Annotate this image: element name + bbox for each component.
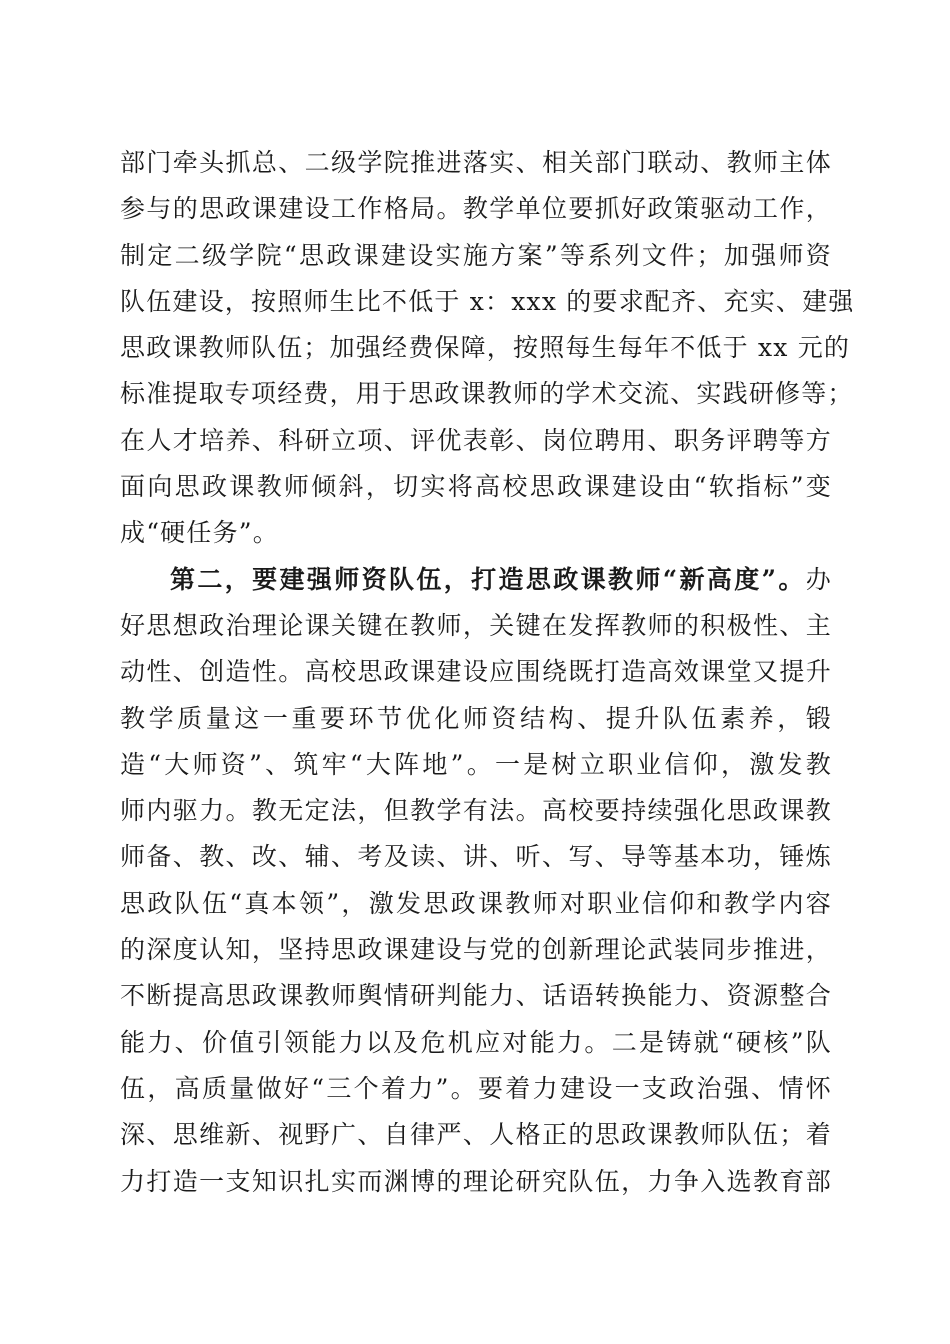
- text-line: 伍，高质量做好“三个着力”。要着力建设一支政治强、情怀: [120, 1073, 832, 1103]
- text-span: 办: [805, 564, 832, 594]
- text-line: 部门牵头抓总、二级学院推进落实、相关部门联动、教师主体: [120, 148, 832, 177]
- document-body: [120, 140, 855, 1205]
- text-line: 造“大师资”、筑牢“大阵地”。一是树立职业信仰，激发教: [120, 749, 832, 779]
- text-line: 标准提取专项经费，用于思政课教师的学术交流、实践研修等；: [120, 379, 854, 409]
- text-line: 师内驱力。教无定法，但教学有法。高校要持续强化思政课教: [120, 796, 832, 826]
- text-line: 好思想政治理论课关键在教师，关键在发挥教师的积极性、主: [120, 610, 832, 640]
- text-line: 的深度认知，坚持思政课建设与党的创新理论武装同步推进，: [120, 935, 832, 965]
- text-line: 力打造一支知识扎实而渊博的理论研究队伍，力争入选教育部: [120, 1166, 832, 1196]
- text-line: 动性、创造性。高校思政课建设应围绕既打造高效课堂又提升: [120, 657, 832, 687]
- text-line: 能力、价值引领能力以及危机应对能力。二是铸就“硬核”队: [120, 1027, 832, 1057]
- section-heading: 第二，要建强师资队伍，打造思政课教师“新高度”。: [170, 564, 806, 594]
- text-line: 成“硬任务”。: [120, 518, 279, 548]
- paragraph-2: [120, 557, 832, 1205]
- paragraph-1: [120, 140, 855, 557]
- text-line: 制定二级学院“思政课建设实施方案”等系列文件；加强师资: [120, 240, 832, 270]
- text-line: 思政课教师队伍；加强经费保障，按照每生每年不低于 xx 元的: [120, 333, 851, 363]
- text-line: 参与的思政课建设工作格局。教学单位要抓好政策驱动工作，: [120, 194, 832, 224]
- text-line: 在人才培养、科研立项、评优表彰、岗位聘用、职务评聘等方: [120, 425, 832, 455]
- text-line: 深、思维新、视野广、自律严、人格正的思政课教师队伍；着: [120, 1120, 832, 1150]
- text-line: 师备、教、改、辅、考及读、讲、听、写、导等基本功，锤炼: [120, 842, 832, 872]
- paragraph-first-line: [120, 557, 832, 603]
- text-line: 思政队伍“真本领”，激发思政课教师对职业信仰和教学内容: [120, 888, 832, 918]
- text-line: 不断提高思政课教师舆情研判能力、话语转换能力、资源整合: [120, 981, 832, 1011]
- text-line: 队伍建设，按照师生比不低于 x：xxx 的要求配齐、充实、建强: [120, 286, 855, 316]
- text-line: 面向思政课教师倾斜，切实将高校思政课建设由“软指标”变: [120, 472, 832, 502]
- text-line: 教学质量这一重要环节优化师资结构、提升队伍素养，锻: [120, 703, 832, 733]
